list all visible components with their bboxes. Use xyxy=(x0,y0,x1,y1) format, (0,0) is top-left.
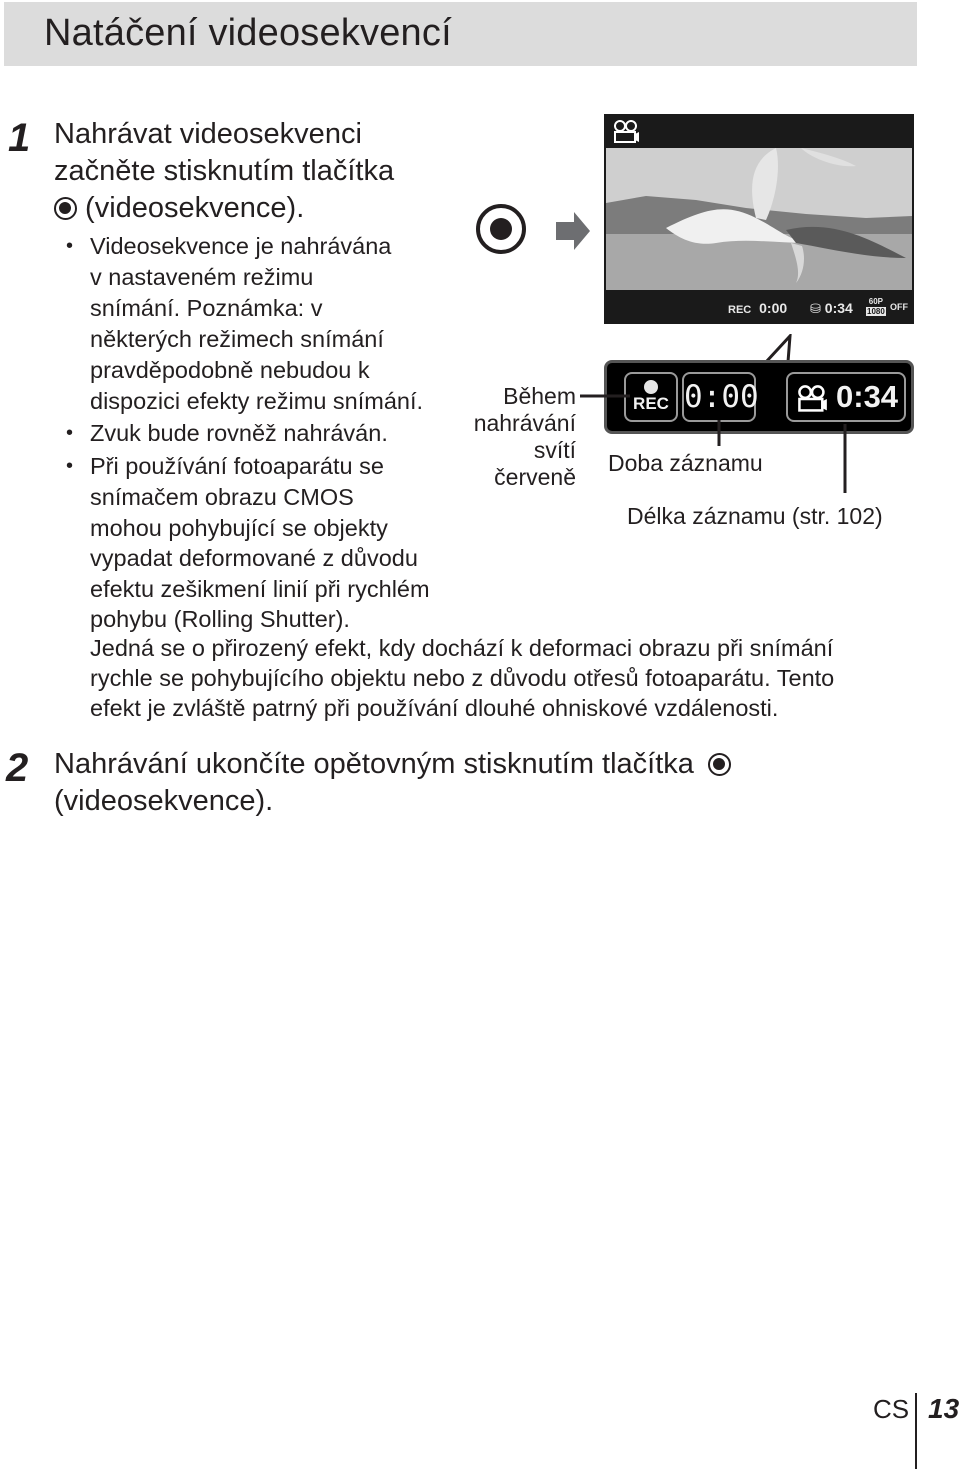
callout-during-recording: Během nahrávání svítí červeně xyxy=(473,383,576,490)
callout-recording-length: Délka záznamu (str. 102) xyxy=(627,503,883,529)
movie-button-icon xyxy=(708,753,731,776)
bullet3-line: Při používání fotoaparátu se xyxy=(90,453,384,479)
footer-page-number: 13 xyxy=(928,1393,960,1424)
step2-line-1: Nahrávání ukončíte opětovným stisknutím tlačítka xyxy=(54,746,731,783)
bullet-dot: • xyxy=(66,235,74,257)
step1-line-3: (videosekvence). xyxy=(54,190,304,227)
bullet1-line: pravděpodobně nebudou k xyxy=(90,357,370,383)
callout-recording-time: Doba záznamu xyxy=(608,450,763,476)
elapsed-time-box: 0:00 xyxy=(682,372,756,422)
step2-line-2: (videosekvence). xyxy=(54,785,274,817)
bullet3-line: snímačem obrazu CMOS xyxy=(90,484,354,510)
bullet1-line: v nastaveném režimu xyxy=(90,264,314,290)
movie-quality-icon: 60P 1080 xyxy=(867,297,885,316)
step1-line-1: Nahrávat videosekvenci xyxy=(54,118,362,150)
bullet3-line: efektu zešikmení linií při rychlém xyxy=(90,576,430,602)
remaining-time-box: 0:34 xyxy=(786,372,906,422)
mini-remaining-time: ⛁ 0:34 xyxy=(810,300,853,316)
bullet3-line: pohybu (Rolling Shutter). xyxy=(90,606,350,632)
bullet3-line: mohou pohybující se objekty xyxy=(90,515,388,541)
note-line: Jedná se o přirozený efekt, kdy dochází k deformaci obrazu při snímání xyxy=(90,635,834,661)
footer-language: CS xyxy=(873,1394,910,1424)
bullet1-line: snímání. Poznámka: v xyxy=(90,295,323,321)
page-title: Natáčení videosekvencí xyxy=(44,12,452,54)
bullet3-line: vypadat deformované z důvodu xyxy=(90,545,418,571)
mic-off-icon: OFF xyxy=(890,302,908,312)
step1-line-2: začněte stisknutím tlačítka xyxy=(54,155,395,187)
bullet1-line: Videosekvence je nahrávána xyxy=(90,233,392,259)
bullet1-line: některých režimech snímání xyxy=(90,326,384,352)
bullet2-line: Zvuk bude rovněž nahráván. xyxy=(90,420,388,446)
movie-camera-icon: ⛁ xyxy=(810,301,821,316)
note-line: rychle se pohybujícího objektu nebo z důvodu otřesů fotoaparátu. Tento xyxy=(90,665,835,691)
step-number-1: 1 xyxy=(8,116,31,160)
note-line: efekt je zvláště patrný při používání dlouhé ohniskové vzdálenosti. xyxy=(90,695,779,721)
bullet-dot: • xyxy=(66,455,74,477)
mini-rec-indicator: REC 0:00 xyxy=(728,300,788,316)
step-number-2: 2 xyxy=(6,746,29,790)
bullet1-line: dispozici efekty režimu snímání. xyxy=(90,388,424,414)
footer-divider xyxy=(915,1393,917,1469)
bullet-dot: • xyxy=(66,422,74,444)
rec-indicator-box: REC xyxy=(624,372,678,422)
